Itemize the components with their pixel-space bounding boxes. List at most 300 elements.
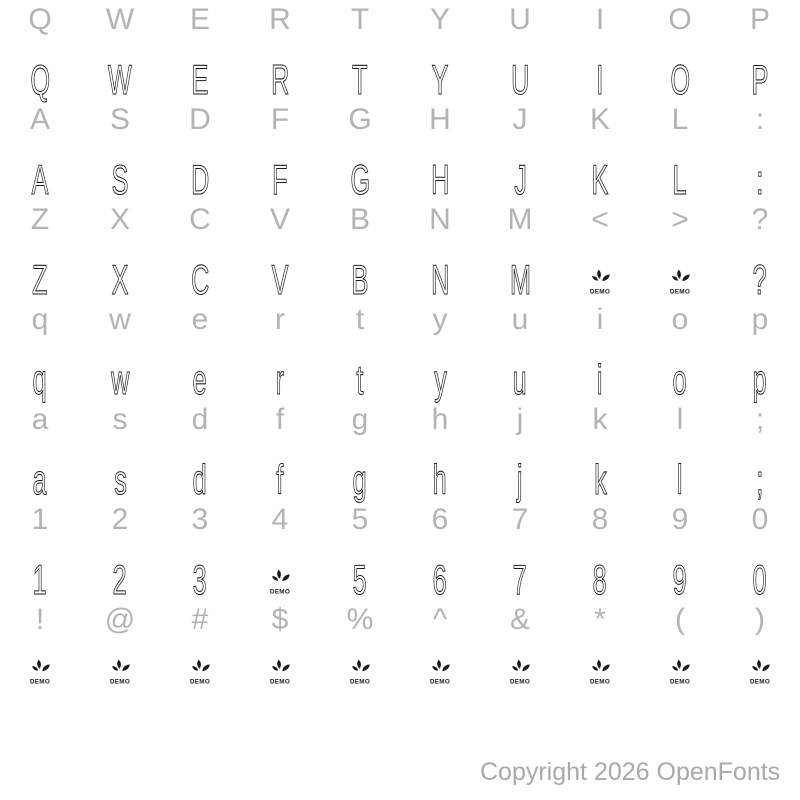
char-cell [640, 500, 720, 540]
char-cell [560, 458, 640, 502]
demo-placeholder-icon [349, 658, 371, 684]
character-glyph: G [348, 103, 372, 136]
character-glyph: W [108, 56, 132, 103]
char-cell [400, 58, 480, 102]
demo-placeholder-icon [269, 658, 291, 684]
character-glyph: 6 [431, 503, 449, 536]
char-cell [320, 300, 400, 340]
char-cell [560, 400, 640, 440]
char-cell [640, 58, 720, 102]
char-cell [0, 158, 80, 202]
char-cell [320, 400, 400, 440]
char-cell [720, 400, 800, 440]
char-cell [80, 458, 160, 502]
demo-placeholder-cell [400, 658, 480, 684]
svg-text:DEMO: DEMO [589, 288, 611, 294]
character-glyph: T [350, 3, 370, 36]
character-glyph: N [429, 203, 451, 236]
character-glyph: I [595, 3, 605, 36]
char-cell [640, 0, 720, 40]
character-glyph: ^ [432, 603, 448, 636]
char-cell [0, 458, 80, 502]
character-glyph: w [109, 303, 131, 336]
character-glyph: ; [756, 456, 764, 503]
reference-row [0, 600, 800, 640]
character-glyph: : [755, 103, 765, 136]
char-cell [0, 600, 80, 640]
char-cell [80, 300, 160, 340]
char-cell [480, 500, 560, 540]
character-glyph: N [430, 256, 450, 303]
character-glyph: 0 [751, 503, 769, 536]
char-cell [240, 100, 320, 140]
character-glyph: 1 [32, 556, 47, 603]
character-glyph: 4 [271, 503, 289, 536]
character-glyph: r [275, 303, 285, 336]
char-cell [480, 458, 560, 502]
char-cell [720, 500, 800, 540]
character-glyph: : [756, 156, 764, 203]
demo-placeholder-icon [269, 568, 291, 594]
character-glyph: J [513, 156, 527, 203]
svg-text:DEMO: DEMO [509, 678, 531, 684]
char-cell [160, 158, 240, 202]
reference-row [0, 200, 800, 240]
character-glyph: Y [431, 56, 449, 103]
char-cell [0, 200, 80, 240]
char-cell [80, 58, 160, 102]
char-cell [560, 358, 640, 402]
character-glyph: 2 [112, 556, 127, 603]
character-glyph: 3 [192, 556, 207, 603]
character-glyph: a [32, 456, 47, 503]
reference-row [0, 0, 800, 40]
char-cell [240, 200, 320, 240]
svg-text:DEMO: DEMO [269, 588, 291, 594]
character-glyph: u [511, 303, 529, 336]
char-cell [400, 458, 480, 502]
character-glyph: s [112, 403, 128, 436]
char-cell [560, 558, 640, 602]
character-glyph: Q [28, 3, 52, 36]
character-glyph: X [109, 203, 130, 236]
char-cell [400, 300, 480, 340]
svg-text:DEMO: DEMO [29, 678, 51, 684]
character-glyph: 5 [352, 556, 367, 603]
char-cell [0, 400, 80, 440]
character-glyph: h [432, 456, 447, 503]
char-cell [560, 0, 640, 40]
character-glyph: & [509, 603, 530, 636]
char-cell [80, 558, 160, 602]
character-glyph: O [670, 56, 690, 103]
character-glyph: L [672, 156, 687, 203]
demo-placeholder-icon [749, 658, 771, 684]
char-cell [400, 500, 480, 540]
char-cell [720, 58, 800, 102]
char-cell [160, 58, 240, 102]
character-glyph: M [507, 203, 533, 236]
character-glyph: H [430, 156, 450, 203]
char-cell [0, 500, 80, 540]
character-glyph: i [596, 303, 604, 336]
char-cell [720, 358, 800, 402]
character-glyph: 6 [432, 556, 447, 603]
char-cell [240, 258, 320, 302]
char-cell [0, 258, 80, 302]
char-cell [0, 358, 80, 402]
char-cell [640, 358, 720, 402]
svg-text:DEMO: DEMO [589, 678, 611, 684]
character-glyph: 2 [111, 503, 129, 536]
character-glyph: r [275, 356, 285, 403]
char-cell [80, 158, 160, 202]
demo-placeholder-cell [560, 658, 640, 684]
character-glyph: u [512, 356, 527, 403]
char-cell [720, 458, 800, 502]
character-glyph: @ [104, 603, 136, 636]
char-cell [400, 600, 480, 640]
char-cell [320, 200, 400, 240]
character-glyph: J [512, 103, 528, 136]
demo-row [0, 358, 800, 402]
char-cell [640, 158, 720, 202]
char-cell [560, 200, 640, 240]
char-cell [560, 300, 640, 340]
demo-row [0, 58, 800, 102]
character-glyph: a [31, 403, 49, 436]
char-cell [560, 158, 640, 202]
character-glyph: I [596, 56, 604, 103]
character-glyph: X [111, 256, 129, 303]
demo-placeholder-icon [29, 658, 51, 684]
char-cell [720, 258, 800, 302]
character-glyph: q [32, 356, 47, 403]
character-glyph: S [111, 156, 129, 203]
character-glyph: h [431, 403, 449, 436]
character-glyph: q [31, 303, 49, 336]
character-glyph: k [592, 403, 608, 436]
character-glyph: 7 [512, 556, 527, 603]
character-glyph: 0 [752, 556, 767, 603]
char-cell [240, 458, 320, 502]
char-cell [320, 458, 400, 502]
character-glyph: s [113, 456, 127, 503]
char-cell [480, 200, 560, 240]
char-cell [480, 600, 560, 640]
demo-placeholder-cell [720, 658, 800, 684]
demo-placeholder-cell [240, 568, 320, 594]
svg-text:DEMO: DEMO [669, 288, 691, 294]
svg-text:DEMO: DEMO [349, 678, 371, 684]
demo-placeholder-icon [509, 658, 531, 684]
character-glyph: < [591, 203, 609, 236]
char-cell [320, 558, 400, 602]
char-cell [0, 58, 80, 102]
character-glyph: H [429, 103, 451, 136]
character-glyph: T [352, 56, 368, 103]
demo-placeholder-icon [669, 268, 691, 294]
char-cell [320, 58, 400, 102]
char-cell [400, 400, 480, 440]
char-cell [160, 258, 240, 302]
character-glyph: ) [755, 603, 765, 636]
character-glyph: 1 [31, 503, 49, 536]
char-cell [80, 358, 160, 402]
character-glyph: F [272, 156, 288, 203]
char-cell [320, 100, 400, 140]
char-cell [160, 500, 240, 540]
character-glyph: 9 [671, 503, 689, 536]
character-glyph: B [351, 256, 369, 303]
demo-row [0, 558, 800, 602]
character-glyph: > [671, 203, 689, 236]
character-glyph: j [516, 403, 524, 436]
char-cell [320, 0, 400, 40]
character-glyph: f [275, 403, 285, 436]
char-cell [240, 158, 320, 202]
character-glyph: g [352, 456, 367, 503]
character-glyph: t [356, 356, 364, 403]
char-cell [320, 600, 400, 640]
char-cell [80, 600, 160, 640]
char-cell [240, 500, 320, 540]
character-glyph: Y [429, 3, 450, 36]
char-cell [320, 258, 400, 302]
character-glyph: j [517, 456, 523, 503]
character-glyph: E [189, 3, 210, 36]
char-cell [160, 100, 240, 140]
character-glyph: t [355, 303, 365, 336]
char-cell [480, 558, 560, 602]
char-cell [480, 258, 560, 302]
demo-placeholder-icon [589, 268, 611, 294]
svg-text:DEMO: DEMO [669, 678, 691, 684]
character-glyph: C [190, 256, 210, 303]
char-cell [400, 100, 480, 140]
char-cell [80, 100, 160, 140]
demo-placeholder-icon [189, 658, 211, 684]
char-cell [640, 600, 720, 640]
svg-text:DEMO: DEMO [429, 678, 451, 684]
char-cell [480, 400, 560, 440]
char-cell [80, 400, 160, 440]
character-glyph: C [189, 203, 211, 236]
character-glyph: l [676, 403, 684, 436]
demo-placeholder-cell [560, 268, 640, 294]
demo-row [0, 658, 800, 702]
character-glyph: p [752, 356, 767, 403]
char-cell [400, 158, 480, 202]
char-cell [240, 400, 320, 440]
svg-text:DEMO: DEMO [189, 678, 211, 684]
char-cell [160, 300, 240, 340]
character-glyph: S [109, 103, 130, 136]
character-glyph: 5 [351, 503, 369, 536]
char-cell [80, 500, 160, 540]
character-glyph: K [591, 156, 609, 203]
char-cell [160, 400, 240, 440]
character-glyph: V [271, 256, 289, 303]
character-glyph: i [597, 356, 603, 403]
char-cell [720, 158, 800, 202]
char-cell [480, 300, 560, 340]
reference-row [0, 500, 800, 540]
character-glyph: $ [271, 603, 289, 636]
char-cell [80, 258, 160, 302]
character-glyph: w [110, 356, 130, 403]
svg-text:DEMO: DEMO [109, 678, 131, 684]
char-cell [80, 200, 160, 240]
demo-placeholder-icon [109, 658, 131, 684]
char-cell [240, 358, 320, 402]
char-cell [640, 558, 720, 602]
character-glyph: o [671, 303, 689, 336]
reference-row [0, 400, 800, 440]
character-glyph: ? [751, 203, 769, 236]
demo-placeholder-cell [240, 658, 320, 684]
char-cell [480, 100, 560, 140]
character-glyph: g [351, 403, 369, 436]
character-glyph: y [433, 356, 447, 403]
character-glyph: P [749, 3, 770, 36]
char-cell [400, 558, 480, 602]
character-glyph: G [350, 156, 370, 203]
character-glyph: 9 [672, 556, 687, 603]
character-glyph: 8 [592, 556, 607, 603]
reference-row [0, 300, 800, 340]
char-cell [240, 600, 320, 640]
character-glyph: # [191, 603, 209, 636]
char-cell [160, 0, 240, 40]
character-glyph: k [593, 456, 607, 503]
char-cell [720, 558, 800, 602]
char-cell [560, 500, 640, 540]
demo-row [0, 458, 800, 502]
char-cell [640, 458, 720, 502]
svg-text:DEMO: DEMO [269, 678, 291, 684]
demo-placeholder-icon [429, 658, 451, 684]
character-glyph: R [269, 3, 291, 36]
character-glyph: V [269, 203, 290, 236]
char-cell [720, 600, 800, 640]
svg-text:DEMO: DEMO [749, 678, 771, 684]
character-glyph: p [751, 303, 769, 336]
copyright-text: Copyright 2026 OpenFonts [480, 758, 781, 786]
char-cell [560, 600, 640, 640]
demo-placeholder-cell [480, 658, 560, 684]
character-glyph: d [192, 456, 207, 503]
char-cell [480, 0, 560, 40]
character-glyph: ( [675, 603, 685, 636]
char-cell [0, 300, 80, 340]
character-glyph: O [668, 3, 692, 36]
character-glyph: A [29, 103, 50, 136]
char-cell [480, 158, 560, 202]
char-cell [720, 300, 800, 340]
char-cell [720, 100, 800, 140]
char-cell [240, 0, 320, 40]
character-glyph: y [432, 303, 448, 336]
char-cell [400, 258, 480, 302]
demo-placeholder-cell [640, 658, 720, 684]
demo-placeholder-icon [669, 658, 691, 684]
char-cell [160, 600, 240, 640]
char-cell [400, 200, 480, 240]
character-glyph: E [191, 56, 209, 103]
character-glyph: ! [35, 603, 45, 636]
character-glyph: 7 [511, 503, 529, 536]
char-cell [160, 358, 240, 402]
character-glyph: f [276, 456, 284, 503]
character-glyph: e [192, 356, 207, 403]
demo-placeholder-cell [0, 658, 80, 684]
character-glyph: D [189, 103, 211, 136]
character-glyph: l [677, 456, 683, 503]
char-cell [480, 58, 560, 102]
character-glyph: o [672, 356, 687, 403]
char-cell [0, 558, 80, 602]
character-glyph: U [510, 56, 530, 103]
char-cell [640, 200, 720, 240]
char-cell [480, 358, 560, 402]
character-glyph: * [594, 603, 606, 636]
character-glyph: Q [30, 56, 50, 103]
char-cell [160, 558, 240, 602]
character-glyph: K [589, 103, 610, 136]
character-glyph: Z [32, 256, 48, 303]
demo-row [0, 158, 800, 202]
demo-placeholder-cell [160, 658, 240, 684]
character-glyph: ; [755, 403, 765, 436]
char-cell [560, 100, 640, 140]
character-glyph: F [270, 103, 290, 136]
char-cell [160, 458, 240, 502]
char-cell [720, 200, 800, 240]
char-cell [320, 500, 400, 540]
char-cell [160, 200, 240, 240]
char-cell [400, 358, 480, 402]
character-glyph: D [190, 156, 210, 203]
demo-placeholder-cell [640, 268, 720, 294]
char-cell [400, 0, 480, 40]
char-cell [0, 0, 80, 40]
character-glyph: 8 [591, 503, 609, 536]
char-cell [240, 58, 320, 102]
demo-placeholder-cell [80, 658, 160, 684]
character-glyph: A [31, 156, 49, 203]
demo-placeholder-icon [589, 658, 611, 684]
char-cell [640, 300, 720, 340]
char-cell [640, 100, 720, 140]
character-glyph: ? [752, 256, 767, 303]
char-cell [80, 0, 160, 40]
char-cell [320, 158, 400, 202]
character-glyph: P [751, 56, 769, 103]
character-glyph: B [349, 203, 370, 236]
character-glyph: M [509, 256, 531, 303]
character-glyph: e [191, 303, 209, 336]
character-glyph: Z [30, 203, 50, 236]
char-cell [320, 358, 400, 402]
character-glyph: d [191, 403, 209, 436]
char-cell [0, 100, 80, 140]
character-glyph: R [270, 56, 290, 103]
character-glyph: W [105, 3, 135, 36]
character-glyph: L [671, 103, 689, 136]
reference-row [0, 100, 800, 140]
demo-row [0, 258, 800, 302]
